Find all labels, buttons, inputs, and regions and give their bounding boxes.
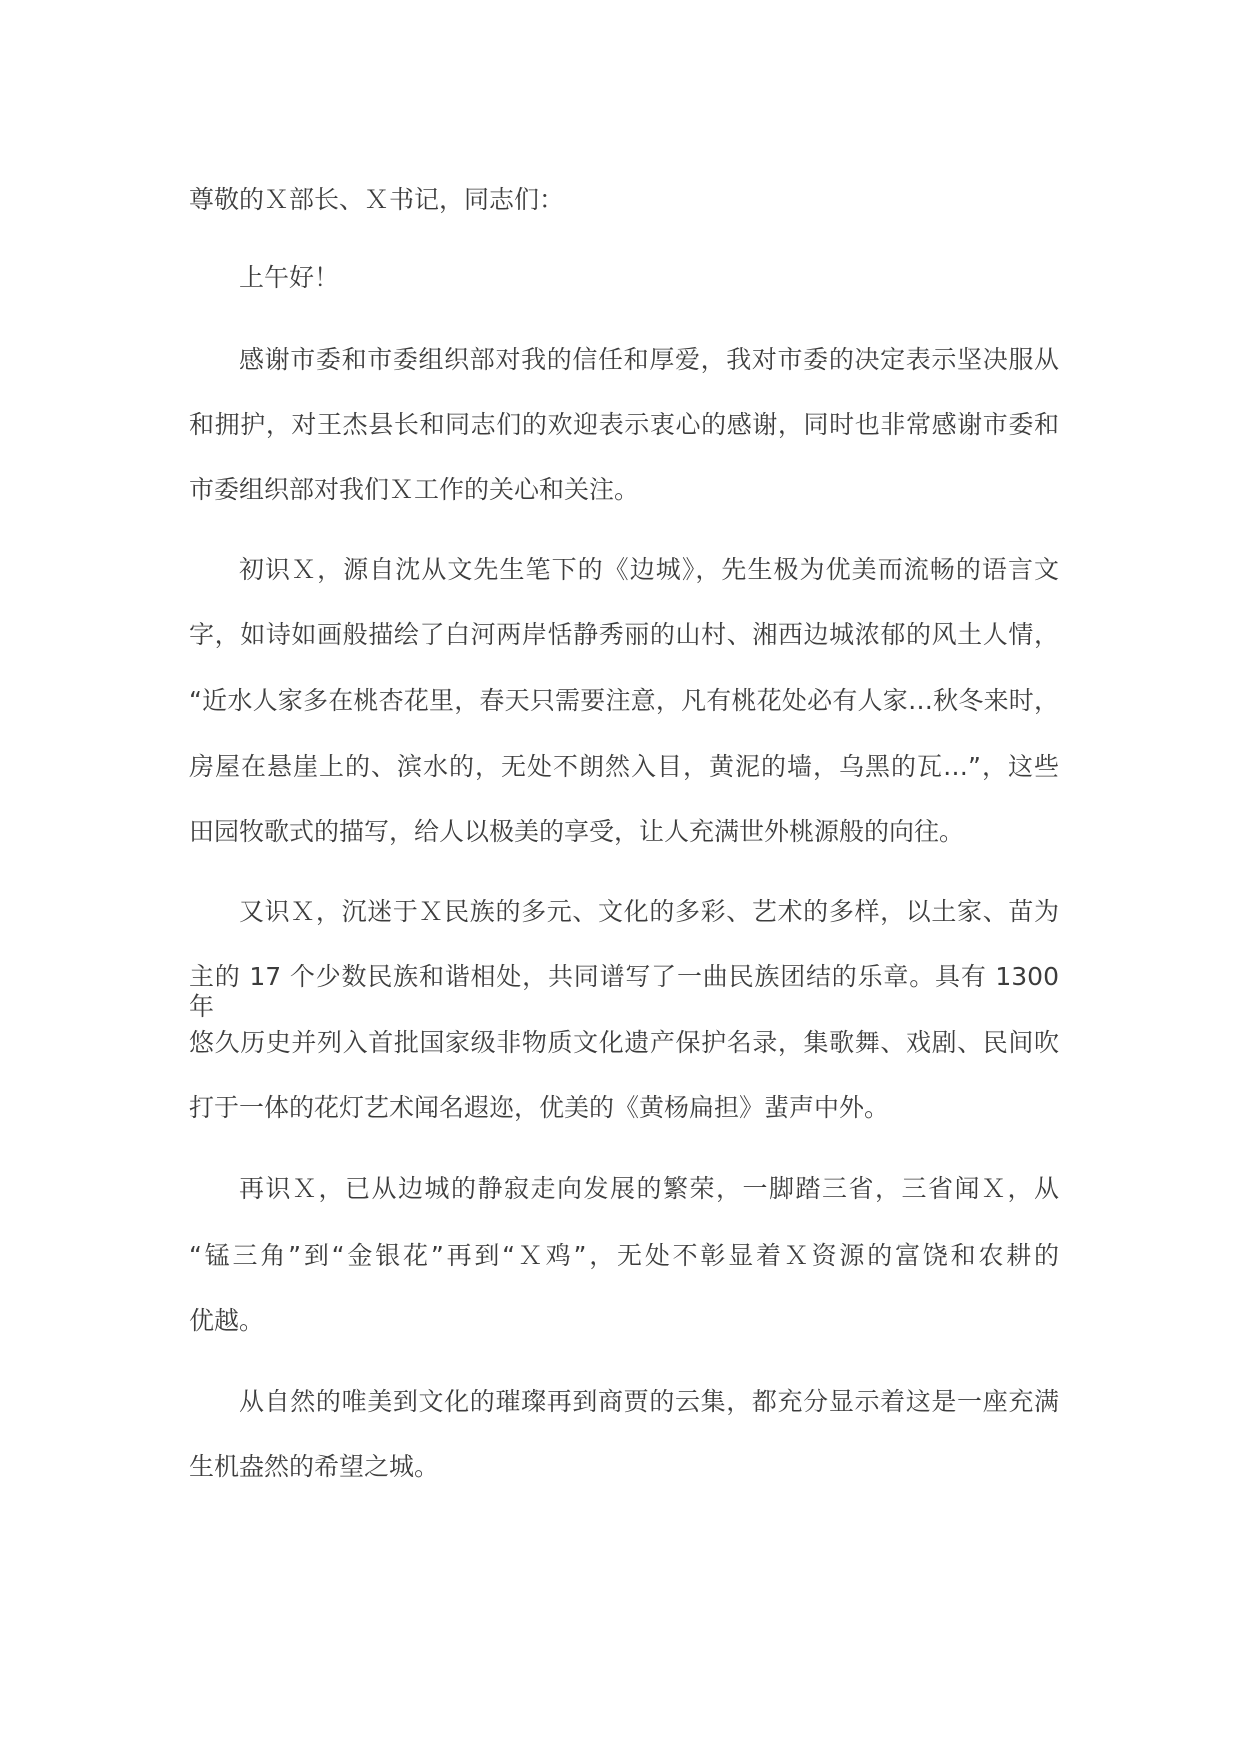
- text-line: 从自然的唯美到文化的璀璨再到商贾的云集，都充分显示着这是一座充满: [239, 1387, 1059, 1416]
- text-line: 市委组织部对我们Ｘ工作的关心和关注。: [189, 475, 640, 504]
- text-line: 字，如诗如画般描绘了白河两岸恬静秀丽的山村、湘西边城浓郁的风土人情，: [189, 620, 1059, 649]
- text-line: 生机盎然的希望之城。: [189, 1452, 440, 1481]
- text-line: “锰三角”到“金银花”再到“Ｘ鸡”，无处不彰显着Ｘ资源的富饶和农耕的: [189, 1241, 1059, 1270]
- text-line: 悠久历史并列入首批国家级非物质文化遗产保护名录，集歌舞、戏剧、民间吹: [189, 1028, 1059, 1057]
- text-line: 优越。: [189, 1306, 265, 1335]
- text-line: 又识Ｘ，沉迷于Ｘ民族的多元、文化的多彩、艺术的多样，以土家、苗为: [239, 897, 1059, 926]
- text-line: 再识Ｘ，已从边城的静寂走向发展的繁荣，一脚踏三省，三省闻Ｘ，从: [239, 1174, 1059, 1203]
- text-line: 打于一体的花灯艺术闻名遐迩，优美的《黄杨扁担》蜚声中外。: [189, 1093, 890, 1122]
- text-line: 和拥护，对王杰县长和同志们的欢迎表示衷心的感谢，同时也非常感谢市委和: [189, 410, 1059, 439]
- text-line: 田园牧歌式的描写，给人以极美的享受，让人充满世外桃源般的向往。: [189, 817, 965, 846]
- text-line: 上午好！: [239, 263, 340, 292]
- salutation: 尊敬的Ｘ部长、Ｘ书记，同志们：: [189, 185, 565, 214]
- text-line: 初识Ｘ，源自沈从文先生笔下的《边城》，先生极为优美而流畅的语言文: [239, 555, 1059, 584]
- text-line: 感谢市委和市委组织部对我的信任和厚爱，我对市委的决定表示坚决服从: [239, 345, 1059, 374]
- text-line: 房屋在悬崖上的、滨水的，无处不朗然入目，黄泥的墙，乌黑的瓦…”，这些: [189, 752, 1059, 781]
- text-line: 主的 17 个少数民族和谐相处，共同谱写了一曲民族团结的乐章。具有 1300 年: [189, 962, 1059, 1021]
- text-line: “近水人家多在桃杏花里，春天只需要注意，凡有桃花处必有人家…秋冬来时，: [189, 686, 1059, 715]
